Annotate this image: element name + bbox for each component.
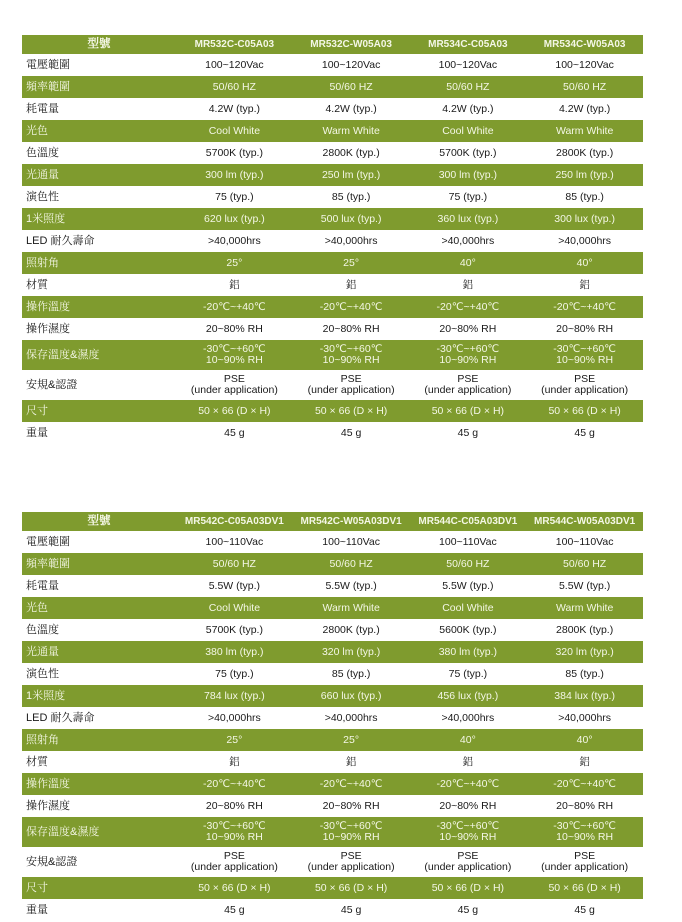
spec-value: Cool White (410, 120, 527, 142)
spec-value-line: (under application) (541, 861, 629, 873)
spec-row-light-color (22, 120, 643, 142)
spec-row-color-temperature (22, 142, 643, 164)
spec-value: 45 g (340, 903, 362, 916)
spec-value: -20℃~+40℃ (176, 773, 293, 795)
spec-value: 45 g (224, 903, 245, 916)
spec-value: 300 lux (typ.) (526, 208, 643, 230)
spec-row-dimensions (22, 400, 643, 422)
spec-label: 電壓範圍 (26, 535, 70, 548)
spec-value: 784 lux (typ.) (176, 685, 293, 707)
spec-value: 85 (typ.) (565, 667, 604, 680)
spec-label: 安規&認證 (26, 378, 78, 391)
spec-value: 660 lux (typ.) (293, 685, 410, 707)
spec-row-voltage-range (22, 531, 643, 553)
spec-value: 250 lm (typ.) (293, 164, 410, 186)
spec-row-illuminance-1m (22, 208, 643, 230)
spec-row-material (22, 751, 643, 773)
spec-value: 4.2W (typ.) (442, 102, 494, 115)
spec-value: 384 lux (typ.) (526, 685, 643, 707)
spec-value: 45 g (457, 903, 479, 916)
spec-row-luminous-flux (22, 164, 643, 186)
spec-label: 頻率範圍 (22, 76, 176, 98)
spec-label: 色溫度 (26, 623, 59, 636)
spec-label: LED 耐久壽命 (26, 234, 95, 247)
spec-value: 100~110Vac (439, 535, 497, 548)
spec-value: 50 × 66 (D × H) (410, 400, 527, 422)
spec-value: 320 lm (typ.) (293, 641, 410, 663)
spec-value-line: (under application) (424, 861, 512, 873)
spec-row-voltage-range (22, 54, 643, 76)
spec-row-frequency-range (22, 553, 643, 575)
spec-value: 50 × 66 (D × H) (293, 877, 410, 899)
spec-value-line: 10~90% RH (439, 831, 497, 843)
spec-value: 50/60 HZ (410, 553, 527, 575)
spec-value: 50 × 66 (D × H) (526, 400, 643, 422)
spec-value (293, 817, 410, 847)
spec-value: 20~80% RH (439, 799, 497, 812)
spec-value: Warm White (526, 597, 643, 619)
spec-label: 保存溫度&濕度 (22, 340, 176, 370)
model-header-label: 型號 (22, 35, 176, 54)
spec-label: 安規&認證 (26, 855, 78, 868)
spec-value: >40,000hrs (324, 711, 378, 724)
spec-value: 100~110Vac (205, 535, 264, 548)
spec-label: 照射角 (22, 729, 176, 751)
spec-row-dimensions (22, 877, 643, 899)
spec-value-line: PSE (340, 850, 362, 862)
model-name: MR532C-W05A03 (293, 35, 410, 54)
spec-row-power-consumption (22, 98, 643, 120)
spec-value (293, 847, 410, 877)
spec-value: >40,000hrs (207, 234, 261, 247)
spec-value: 45 g (224, 426, 245, 439)
spec-label: 耗電量 (26, 102, 59, 115)
spec-value (526, 340, 643, 370)
model-header-row (22, 512, 643, 531)
spec-value: 360 lux (typ.) (410, 208, 527, 230)
spec-value: 75 (typ.) (215, 190, 254, 203)
spec-label: 演色性 (26, 190, 59, 203)
spec-value: 250 lm (typ.) (526, 164, 643, 186)
spec-row-led-lifetime (22, 230, 643, 252)
spec-value-line: -30℃~+60℃ (436, 820, 500, 832)
spec-value-line: 10~90% RH (322, 354, 380, 366)
spec-value: 25° (293, 252, 410, 274)
spec-value-line: -30℃~+60℃ (436, 343, 500, 355)
spec-value: 45 g (340, 426, 362, 439)
spec-value: 50/60 HZ (176, 76, 293, 98)
spec-row-weight (22, 899, 643, 921)
spec-value: 380 lm (typ.) (410, 641, 527, 663)
spec-value-line: PSE (340, 373, 362, 385)
spec-label: 光色 (22, 597, 176, 619)
spec-value-line: (under application) (307, 384, 395, 396)
spec-value: 45 g (574, 426, 595, 439)
spec-value: >40,000hrs (441, 234, 495, 247)
spec-value: 25° (176, 729, 293, 751)
spec-value-line: 10~90% RH (205, 831, 263, 843)
spec-value-line: 10~90% RH (205, 354, 263, 366)
spec-value: >40,000hrs (558, 711, 612, 724)
spec-value: 100~110Vac (555, 535, 614, 548)
spec-label: 材質 (26, 755, 48, 768)
spec-value-line: (under application) (424, 384, 512, 396)
spec-value: 25° (293, 729, 410, 751)
spec-value: 20~80% RH (322, 799, 380, 812)
model-header-label: 型號 (22, 512, 176, 531)
spec-value: 100~110Vac (322, 535, 380, 548)
spec-value-line: 10~90% RH (439, 354, 497, 366)
spec-value: 50/60 HZ (293, 76, 410, 98)
spec-value: 50 × 66 (D × H) (176, 877, 293, 899)
spec-value: 85 (typ.) (331, 667, 371, 680)
spec-value: -20℃~+40℃ (526, 773, 643, 795)
spec-row-color-rendering (22, 186, 643, 208)
spec-table-2 (22, 512, 643, 921)
model-name: MR544C-W05A03DV1 (526, 512, 643, 531)
spec-value: >40,000hrs (207, 711, 261, 724)
spec-label: 光色 (22, 120, 176, 142)
spec-value: 鋁 (579, 755, 590, 768)
spec-value: 2800K (typ.) (556, 146, 614, 159)
spec-value: 380 lm (typ.) (176, 641, 293, 663)
spec-value: -20℃~+40℃ (410, 773, 527, 795)
spec-value: 鋁 (462, 278, 474, 291)
spec-value: 456 lux (typ.) (410, 685, 527, 707)
spec-value (410, 817, 527, 847)
spec-label: 耗電量 (26, 579, 59, 592)
spec-value: -20℃~+40℃ (410, 296, 527, 318)
spec-value: Cool White (176, 120, 293, 142)
spec-value: 20~80% RH (322, 322, 380, 335)
spec-label: 重量 (26, 903, 48, 916)
spec-value: Cool White (176, 597, 293, 619)
spec-value: 45 g (457, 426, 479, 439)
spec-value (176, 340, 293, 370)
spec-value: 300 lm (typ.) (176, 164, 293, 186)
spec-value: 鋁 (579, 278, 590, 291)
spec-value: 40° (410, 729, 527, 751)
spec-value-line: PSE (574, 373, 596, 385)
spec-value: 5.5W (typ.) (325, 579, 377, 592)
spec-value: 40° (526, 252, 643, 274)
spec-label: 重量 (26, 426, 48, 439)
spec-value-line: (under application) (307, 861, 395, 873)
spec-label: 電壓範圍 (26, 58, 70, 71)
spec-value-line: -30℃~+60℃ (553, 820, 616, 832)
spec-row-weight (22, 422, 643, 444)
spec-label: 操作濕度 (26, 322, 70, 335)
spec-value (526, 847, 643, 877)
spec-value-line: (under application) (190, 861, 278, 873)
spec-value: 50 × 66 (D × H) (176, 400, 293, 422)
spec-label: 頻率範圍 (22, 553, 176, 575)
spec-value: 50 × 66 (D × H) (526, 877, 643, 899)
spec-row-safety-certification (22, 370, 643, 400)
spec-row-operating-humidity (22, 318, 643, 340)
spec-value: 50/60 HZ (526, 76, 643, 98)
spec-value: 5700K (typ.) (205, 146, 263, 159)
spec-value: 鋁 (229, 278, 240, 291)
spec-label: LED 耐久壽命 (26, 711, 95, 724)
spec-row-operating-temperature (22, 296, 643, 318)
model-name: MR544C-C05A03DV1 (410, 512, 527, 531)
spec-value: 鋁 (462, 755, 474, 768)
spec-value-line: PSE (574, 850, 596, 862)
spec-table-1 (22, 35, 643, 444)
spec-value: 4.2W (typ.) (208, 102, 261, 115)
spec-value: 100~120Vac (555, 58, 614, 71)
spec-value: 25° (176, 252, 293, 274)
model-name: MR534C-C05A03 (410, 35, 527, 54)
spec-value: 40° (410, 252, 527, 274)
spec-value: 4.2W (typ.) (558, 102, 611, 115)
spec-row-beam-angle (22, 729, 643, 751)
spec-row-led-lifetime (22, 707, 643, 729)
spec-row-power-consumption (22, 575, 643, 597)
spec-value (176, 370, 293, 400)
spec-value: 500 lux (typ.) (293, 208, 410, 230)
spec-value: 320 lm (typ.) (526, 641, 643, 663)
spec-value: 20~80% RH (556, 322, 614, 335)
spec-value-line: (under application) (190, 384, 278, 396)
spec-table-body (22, 35, 643, 444)
spec-value: 2800K (typ.) (556, 623, 614, 636)
spec-row-illuminance-1m (22, 685, 643, 707)
spec-value (176, 847, 293, 877)
model-name: MR542C-W05A03DV1 (293, 512, 410, 531)
spec-label: 色溫度 (26, 146, 59, 159)
spec-value: 鋁 (345, 278, 357, 291)
spec-label: 尺寸 (22, 400, 176, 422)
spec-value: 鋁 (229, 755, 240, 768)
spec-row-safety-certification (22, 847, 643, 877)
spec-value-line: 10~90% RH (322, 831, 380, 843)
spec-value-line: 10~90% RH (556, 831, 614, 843)
spec-label: 光通量 (22, 641, 176, 663)
spec-value (410, 340, 527, 370)
model-name: MR532C-C05A03 (176, 35, 293, 54)
spec-value-line: PSE (457, 850, 479, 862)
spec-value: 2800K (typ.) (322, 623, 380, 636)
spec-value (410, 847, 527, 877)
spec-value: 75 (typ.) (448, 667, 488, 680)
spec-value: 2800K (typ.) (322, 146, 380, 159)
spec-value: -20℃~+40℃ (176, 296, 293, 318)
spec-value: >40,000hrs (558, 234, 612, 247)
spec-value: 5700K (typ.) (439, 146, 497, 159)
spec-value-line: -30℃~+60℃ (203, 820, 266, 832)
spec-value: >40,000hrs (441, 711, 495, 724)
spec-row-luminous-flux (22, 641, 643, 663)
spec-label: 尺寸 (22, 877, 176, 899)
spec-value-line: -30℃~+60℃ (203, 343, 266, 355)
spec-value: 85 (typ.) (565, 190, 604, 203)
spec-value: -20℃~+40℃ (526, 296, 643, 318)
spec-table-body (22, 512, 643, 921)
spec-value: 20~80% RH (205, 799, 263, 812)
spec-value: 100~120Vac (205, 58, 264, 71)
spec-label: 操作溫度 (22, 773, 176, 795)
spec-row-operating-temperature (22, 773, 643, 795)
spec-value-line: -30℃~+60℃ (319, 343, 383, 355)
spec-value-line: PSE (457, 373, 479, 385)
spec-value (293, 370, 410, 400)
spec-value: 5.5W (typ.) (208, 579, 261, 592)
spec-value: 5700K (typ.) (205, 623, 263, 636)
spec-value-line: -30℃~+60℃ (553, 343, 616, 355)
spec-value: 50/60 HZ (526, 553, 643, 575)
spec-value: 5.5W (typ.) (558, 579, 611, 592)
spec-label: 光通量 (22, 164, 176, 186)
spec-value: -20℃~+40℃ (293, 296, 410, 318)
spec-value: Warm White (526, 120, 643, 142)
spec-row-frequency-range (22, 76, 643, 98)
spec-value: 50/60 HZ (410, 76, 527, 98)
spec-value-line: PSE (223, 373, 245, 385)
spec-row-material (22, 274, 643, 296)
spec-label: 材質 (26, 278, 48, 291)
spec-value (526, 817, 643, 847)
spec-row-operating-humidity (22, 795, 643, 817)
spec-value: 40° (526, 729, 643, 751)
spec-row-storage-temp-humidity (22, 340, 643, 370)
spec-value: 75 (typ.) (215, 667, 254, 680)
spec-value: 50/60 HZ (176, 553, 293, 575)
model-name: MR534C-W05A03 (526, 35, 643, 54)
spec-value: Warm White (293, 120, 410, 142)
spec-value-line: 10~90% RH (556, 354, 614, 366)
spec-label: 1米照度 (22, 208, 176, 230)
spec-value-line: (under application) (541, 384, 629, 396)
spec-value (176, 817, 293, 847)
spec-value: 20~80% RH (439, 322, 497, 335)
spec-value: Warm White (293, 597, 410, 619)
spec-value: 5.5W (typ.) (442, 579, 494, 592)
spec-value: 20~80% RH (205, 322, 263, 335)
spec-value: 50 × 66 (D × H) (293, 400, 410, 422)
spec-value: 4.2W (typ.) (325, 102, 377, 115)
spec-label: 照射角 (22, 252, 176, 274)
spec-value (526, 370, 643, 400)
spec-value (293, 340, 410, 370)
spec-value-line: -30℃~+60℃ (319, 820, 383, 832)
spec-value: 50/60 HZ (293, 553, 410, 575)
spec-label: 1米照度 (22, 685, 176, 707)
spec-value: 鋁 (345, 755, 357, 768)
spec-row-color-temperature (22, 619, 643, 641)
spec-value: -20℃~+40℃ (293, 773, 410, 795)
spec-value: 620 lux (typ.) (176, 208, 293, 230)
spec-label: 保存溫度&濕度 (22, 817, 176, 847)
spec-value: 5600K (typ.) (439, 623, 497, 636)
spec-label: 演色性 (26, 667, 59, 680)
spec-value: 75 (typ.) (448, 190, 488, 203)
spec-value-line: PSE (223, 850, 245, 862)
spec-row-light-color (22, 597, 643, 619)
spec-label: 操作溫度 (22, 296, 176, 318)
spec-label: 操作濕度 (26, 799, 70, 812)
model-name: MR542C-C05A03DV1 (176, 512, 293, 531)
spec-value: >40,000hrs (324, 234, 378, 247)
model-header-row (22, 35, 643, 54)
spec-value: 50 × 66 (D × H) (410, 877, 527, 899)
spec-row-beam-angle (22, 252, 643, 274)
spec-row-storage-temp-humidity (22, 817, 643, 847)
spec-value: 45 g (574, 903, 595, 916)
spec-row-color-rendering (22, 663, 643, 685)
spec-value (410, 370, 527, 400)
spec-value: 20~80% RH (556, 799, 614, 812)
spec-value: 85 (typ.) (331, 190, 371, 203)
spec-value: 300 lm (typ.) (410, 164, 527, 186)
spec-value: Cool White (410, 597, 527, 619)
spec-value: 100~120Vac (438, 58, 498, 71)
spec-value: 100~120Vac (321, 58, 381, 71)
